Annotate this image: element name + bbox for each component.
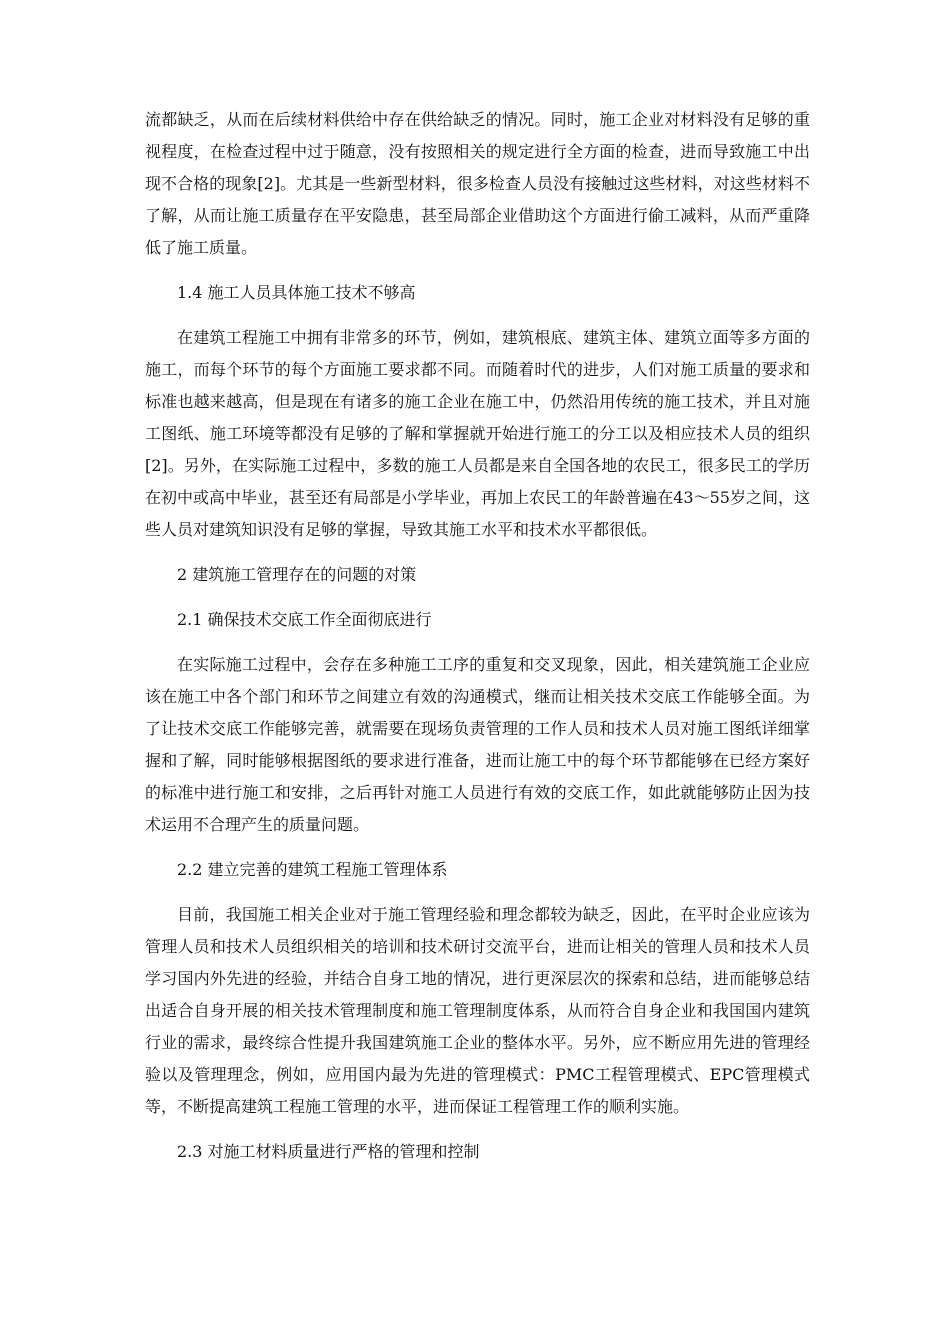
heading-2-2: 2.2 建立完善的建筑工程施工管理体系 xyxy=(177,860,448,879)
paragraph-materials-shortage: 流都缺乏，从而在后续材料供给中存在供给缺乏的情况。同时，施工企业对材料没有足够的重视程度，在检查过程中过于随意，没有按照相关的规定进行全方面的检查，进而导致施工中出现不合格的现象[2]。尤其是一些新型材料，很多检查人员没有接触过这些材料，对这些材料不了解，从而让施工质量存在平安隐患，甚至局部企业借助这个方面进行偷工减料，从而严重降低了施工质量。 xyxy=(145,110,810,257)
document-page xyxy=(145,104,810,1181)
paragraph-construction-skills: 在建筑工程施工中拥有非常多的环节，例如，建筑根底、建筑主体、建筑立面等多方面的施工，而每个环节的每个方面施工要求都不同。而随着时代的进步，人们对施工质量的要求和标准也越来越高，但是现在有诸多的施工企业在施工中，仍然沿用传统的施工技术，并且对施工图纸、施工环境等都没有足够的了解和掌握就开始进行施工的分工以及相应技术人员的组织[2]。另外，在实际施工过程中，多数的施工人员都是来自全国各地的农民工，很多民工的学历在初中或高中毕业，甚至还有局部是小学毕业，再加上农民工的年龄普遍在43～55岁之间，这些人员对建筑知识没有足够的掌握，导致其施工水平和技术水平都很低。 xyxy=(145,328,810,539)
paragraph-management-system: 目前，我国施工相关企业对于施工管理经验和理念都较为缺乏，因此，在平时企业应该为管理人员和技术人员组织相关的培训和技术研讨交流平台，进而让相关的管理人员和技术人员学习国内外先进的经验，并结合自身工地的情况，进行更深层次的探索和总结，进而能够总结出适合自身开展的相关技术管理制度和施工管理制度体系，从而符合自身企业和我国国内建筑行业的需求，最终综合性提升我国建筑施工企业的整体水平。另外，应不断应用先进的管理经验以及管理理念，例如，应用国内最为先进的管理模式：PMC工程管理模式、EPC管理模式等，不断提高建筑工程施工管理的水平，进而保证工程管理工作的顺利实施。 xyxy=(145,905,810,1116)
heading-2-1: 2.1 确保技术交底工作全面彻底进行 xyxy=(177,610,432,629)
heading-2-3: 2.3 对施工材料质量进行严格的管理和控制 xyxy=(177,1142,480,1161)
heading-1-4: 1.4 施工人员具体施工技术不够高 xyxy=(177,283,416,302)
heading-2: 2 建筑施工管理存在的问题的对策 xyxy=(177,565,417,584)
paragraph-technical-disclosure: 在实际施工过程中，会存在多种施工工序的重复和交叉现象，因此，相关建筑施工企业应该在施工中各个部门和环节之间建立有效的沟通模式，继而让相关技术交底工作能够全面。为了让技术交底工作能够完善，就需要在现场负责管理的工作人员和技术人员对施工图纸详细掌握和了解，同时能够根据图纸的要求进行准备，进而让施工中的每个环节都能够在已经方案好的标准中进行施工和安排，之后再针对施工人员进行有效的交底工作，如此就能够防止因为技术运用不合理产生的质量问题。 xyxy=(145,655,810,834)
